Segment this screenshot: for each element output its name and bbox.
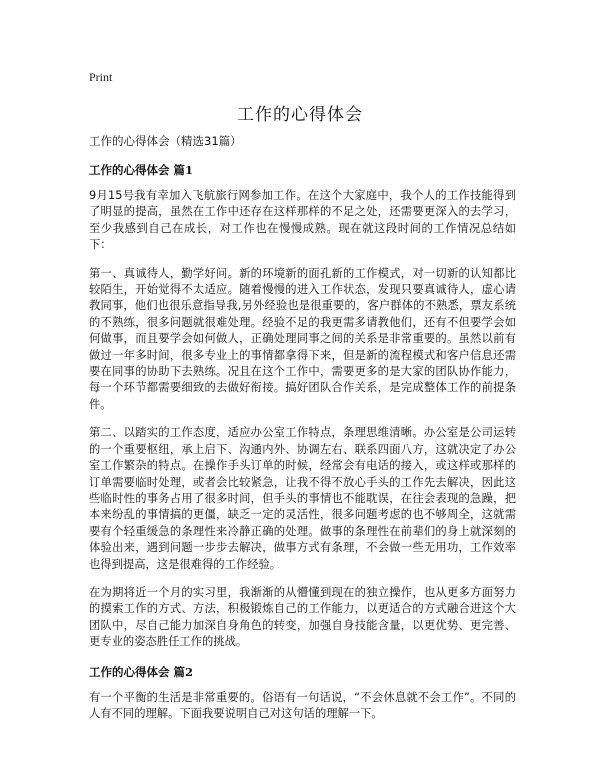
section-1-paragraph-4: 在为期将近一个月的实习里，我渐渐的从懵懂到现在的独立操作，也从更多方面努力的摸索工作的方式、方法，积极锻炼自己的工作能力，以更适合的方式融合进这个大团队中，尽自己能力加深自身角色的转变，加强自身技能含量，以更优势、更完善、更专业的姿态胜任工作的挑战。 (89, 585, 516, 649)
section-2-paragraph-1: 有一个平衡的生活是非常重要的。俗语有一句话说，“不会休息就不会工作”。不同的人有不同的理解。下面我要说明自己对这句话的理解一下。 (89, 690, 516, 720)
section-1-paragraph-3: 第二、以踏实的工作态度，适应办公室工作特点，条理思维清晰。办公室是公司运转的一个重要枢纽，承上启下、沟通内外、协调左右、联系四面八方，这就决定了办公室工作繁杂的特点。在操作手头订单的时候，经常会有电话的接入，或这样或那样的订单需要临时处理，或者会比较紧急，让我不得不放心手头的工作先去解决，因此这些临时性的事务占用了很多时间，但手头的事情也不能耽误，在往会表现的急躁，把本来纷乱的事情搞的更僵，缺乏一定的灵活性，很多问题考虑的也不够周全，这就需要有个轻重缓急的条理性来冷静正确的处理。做事的条理性在前辈们的身上就深刻的体验出来，遇到问题一步步去解决，做事方式有条理，不会做一些无用功，工作效率也得到提高，这是很难得的工作经验。 (89, 426, 516, 571)
page-title: 工作的心得体会 (237, 105, 363, 125)
article-body (89, 133, 516, 734)
article-subtitle: 工作的心得体会（精选31篇） (89, 134, 242, 148)
section-heading-1: 工作的心得体会 篇1 (89, 163, 194, 177)
section-1-paragraph-1: 9月15号我有幸加入飞航旅行网参加工作。在这个大家庭中，我个人的工作技能得到了明显的提高，虽然在工作中还存在这样那样的不足之处，还需要更深入的去学习，至少我感到自己在成长，对工作也在慢慢成熟。现在就这段时间的工作情况总结如下： (89, 189, 516, 252)
print-link[interactable]: Print (89, 70, 113, 84)
section-heading-2: 工作的心得体会 篇2 (89, 664, 194, 679)
section-1-paragraph-2: 第一、真诚待人，勤学好问。新的环境新的面孔新的工作模式，对一切新的认知都比较陌生，开始觉得不太适应。随着慢慢的进入工作状态，发现只要真诚待人，虚心请教同事，他们也很乐意指导我,另外经验也是很重要的，客户群体的不熟悉，票友系统的不熟练，很多问题就很难处理。经验不足的我更需多请教他们，还有不但要学会如何做事，而且要学会如何做人，正确处理同事之间的关系是非常重要的。虽然以前有做过一年多时间，很多专业上的事情都拿得下来，但是新的流程模式和客户信息还需要在同事的协助下去熟练。况且在这个工作中，需要更多的是大家的团队协作能力，每一个环节都需要细致的去做好衔接。搞好团队合作关系，是完成整体工作的前提条件。 (89, 266, 516, 411)
